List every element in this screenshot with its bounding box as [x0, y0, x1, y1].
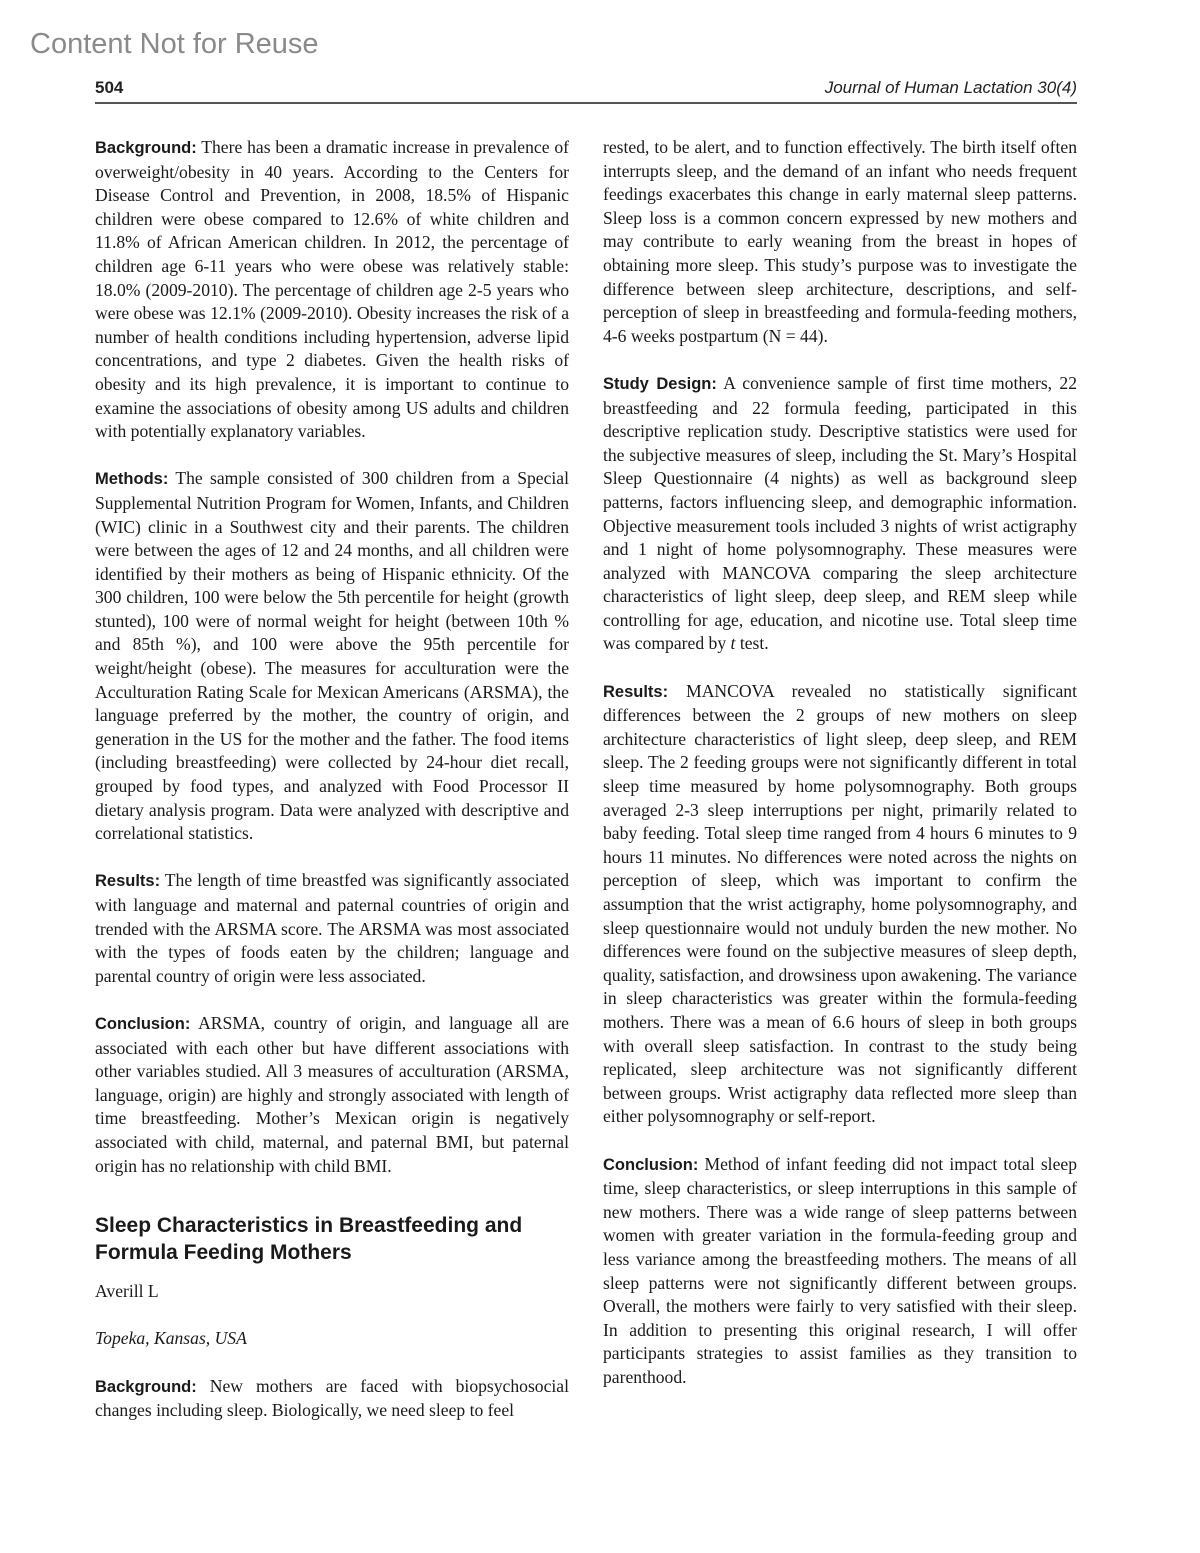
- abstract1-conclusion: [95, 1012, 569, 1178]
- author-name: Averill L: [95, 1281, 159, 1302]
- section-text: The sample consisted of 300 children from a Special Supplemental Nutrition Program for Women, Infants, and Children (WIC) clinic in a Southwest city and their parents. The children were between the ages of 12 and 24 months, and all children were identified by their mothers as being of Hispanic ethnicity. Of the 300 children, 100 were below the 5th percentile for height (growth stunted), 100 were of normal weight for height (between 10th % and 85th %), and 100 were above the 95th percentile for weight/height (obese). The measures for acculturation were the Acculturation Rating Scale for Mexican Americans (ARSMA), the language preferred by the mother, the country of origin, and generation in the US for the mother and the father. The food items (including breastfeeding) were collected by 24-hour diet recall, grouped by food types, and analyzed with Food Processor II dietary analysis program. Data were analyzed with descriptive and correlational statistics.: [95, 468, 569, 844]
- watermark: Content Not for Reuse: [30, 28, 319, 60]
- section-heading: Results:: [95, 872, 161, 891]
- section-text: Method of infant feeding did not impact total sleep time, sleep characteristics, or sleep interruptions in this sample of new mothers. There was a wide range of sleep patterns between women with greater variation in the formula-feeding group and less variance among the breastfeeding mothers. The means of all sleep patterns were not significantly different between groups. Overall, the mothers were fairly to very satisfied with their sleep. In addition to presenting this original research, I will offer participants strategies to assist families as they transition to parenthood.: [603, 1153, 1077, 1387]
- abstract2-conclusion: [603, 1153, 1077, 1390]
- section-text: MANCOVA revealed no statistically significant differences between the 2 groups of new mothers on sleep architecture characteristics of light sleep, deep sleep, and REM sleep. The 2 feeding groups were not significantly different in total sleep time measured by home polysomnography. Both groups averaged 2-3 sleep interruptions per night, primarily related to baby feeding. Total sleep time ranged from 4 hours 6 minutes to 9 hours 11 minutes. No differences were noted across the nights on perception of sleep, which was important to confirm the assumption that the wrist actigraphy, home polysomnography, and sleep questionnaire would not unduly burden the new mother. No differences were found on the subjective measures of sleep depth, quality, satisfaction, and drowsiness upon awakening. The variance in sleep characteristics was greater within the formula-feeding mothers. There was a mean of 6.6 hours of sleep in both groups with overall sleep satisfaction. In contrast to the study being replicated, sleep architecture was not significantly different between groups. Wrist actigraphy data reflected more sleep than either polysomnography or self-report.: [603, 680, 1077, 1127]
- journal-citation: Journal of Human Lactation 30(4): [824, 78, 1077, 97]
- author-affiliation: Topeka, Kansas, USA: [95, 1328, 247, 1349]
- section-heading: Study Design:: [603, 374, 717, 393]
- abstract2-study-design: [603, 372, 1077, 656]
- t-test-symbol: t: [730, 633, 736, 654]
- abstract2-background: [95, 1375, 569, 1423]
- left-column: [95, 136, 569, 1446]
- section-text: The length of time breastfed was significantly associated with language and maternal and paternal countries of origin and trended with the ARSMA score. The ARSMA was most associated with the types of foods eaten by the children; language and parental country of origin were less associated.: [95, 870, 569, 986]
- section-text: test.: [739, 633, 769, 654]
- abstract-title: Sleep Characteristics in Breastfeeding and Formula Feeding Mothers: [95, 1214, 523, 1265]
- abstract2-results: [603, 680, 1077, 1129]
- section-heading: Conclusion:: [603, 1155, 699, 1174]
- page-number: 504: [95, 78, 124, 97]
- section-heading: Background:: [95, 1377, 197, 1396]
- section-heading: Results:: [603, 682, 669, 701]
- abstract1-results: [95, 869, 569, 988]
- abstract2-background-continued: rested, to be alert, and to function effectively. The birth itself often interrupts sleep, and the demand of an infant who needs frequent feedings exacerbates this change in early maternal sleep patterns. Sleep loss is a common concern expressed by new mothers and may contribute to early weaning from the breast in hopes of obtaining more sleep. This study’s purpose was to investigate the difference between sleep architecture, descriptions, and self-perception of sleep in breastfeeding and formula-feeding mothers, 4-6 weeks postpartum (N = 44).: [603, 137, 1077, 346]
- section-text: A convenience sample of first time mothers, 22 breastfeeding and 22 formula feeding, participated in this descriptive replication study. Descriptive statistics were used for the subjective measures of sleep, including the St. Mary’s Hospital Sleep Questionnaire (4 nights) as well as background sleep patterns, factors influencing sleep, and demographic information. Objective measurement tools included 3 nights of wrist actigraphy and 1 night of home polysomnography. These measures were analyzed with MANCOVA comparing the sleep architecture characteristics of light sleep, deep sleep, and REM sleep while controlling for age, education, and nicotine use. Total sleep time was compared by: [603, 372, 1077, 654]
- abstract1-background: [95, 136, 569, 444]
- running-header: [95, 78, 1077, 104]
- right-column: [603, 136, 1077, 1413]
- abstract1-methods: [95, 467, 569, 846]
- section-text: There has been a dramatic increase in prevalence of overweight/obesity in 40 years. According to the Centers for Disease Control and Prevention, in 2008, 18.5% of Hispanic children were obese compared to 12.6% of white children and 11.8% of African American children. In 2012, the percentage of children age 6-11 years who were obese was relatively stable: 18.0% (2009-2010). The percentage of children age 2-5 years who were obese was 12.1% (2009-2010). Obesity increases the risk of a number of health conditions including hypertension, adverse lipid concentrations, and type 2 diabetes. Given the health risks of obesity and its high prevalence, it is important to continue to examine the associations of obesity among US adults and children with potentially explanatory variables.: [95, 137, 569, 442]
- section-heading: Background:: [95, 139, 197, 157]
- section-heading: Methods:: [95, 470, 169, 489]
- section-text: New mothers are faced with biopsychosocial changes including sleep. Biologically, we need sleep to feel: [95, 1375, 569, 1421]
- section-heading: Conclusion:: [95, 1014, 191, 1033]
- section-text: ARSMA, country of origin, and language all are associated with each other but have different associations with other variables studied. All 3 measures of acculturation (ARSMA, language, origin) are highly and strongly associated with length of time breastfeeding. Mother’s Mexican origin is negatively associated with child, maternal, and paternal BMI, but paternal origin has no relationship with child BMI.: [95, 1012, 569, 1176]
